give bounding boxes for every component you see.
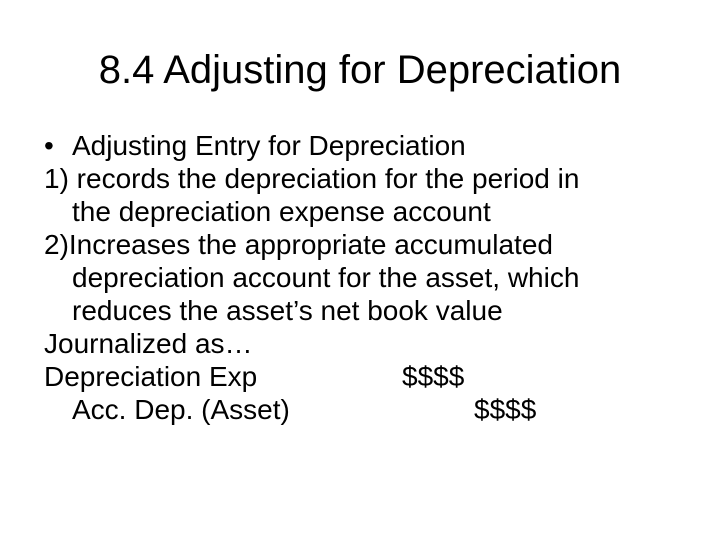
point1-line2: the depreciation expense account — [72, 196, 491, 227]
slide-title: 8.4 Adjusting for Depreciation — [98, 48, 622, 92]
point2-line2: depreciation account for the asset, which — [72, 262, 580, 293]
bullet-icon: • — [44, 130, 54, 161]
bullet-text: Adjusting Entry for Depreciation — [72, 130, 466, 161]
point2-line3: reduces the asset’s net book value — [72, 295, 503, 326]
debit-account: Depreciation Exp — [44, 361, 258, 392]
point2-line1: 2)Increases the appropriate accumulated — [44, 229, 553, 260]
credit-account: Acc. Dep. (Asset) — [72, 394, 290, 425]
debit-amount: $$$$ — [402, 361, 465, 392]
credit-amount: $$$$ — [474, 394, 537, 425]
journalized-label: Journalized as… — [44, 328, 253, 359]
point1-line1: 1) records the depreciation for the period in — [44, 163, 580, 194]
bullet-item — [44, 129, 466, 162]
